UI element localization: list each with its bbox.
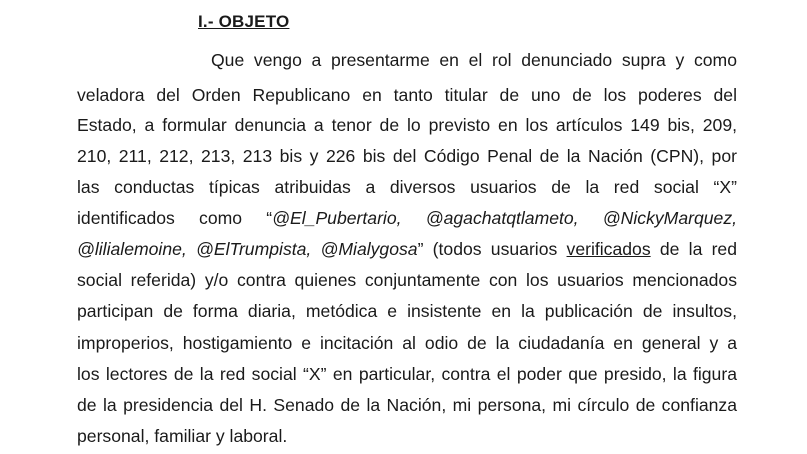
paragraph-line-2: veladora del Orden Republicano en tanto titular de uno de los poderes del xyxy=(77,85,737,105)
paragraph-line-1: Que vengo a presentarme en el rol denunciado supra y como xyxy=(211,50,737,70)
user-mentions-a: @El_Pubertario, @agachatqtlameto, @NickyMarquez, xyxy=(272,208,738,228)
paragraph-line-5: las conductas típicas atribuidas a diversos usuarios de la red social “X” xyxy=(77,177,737,197)
paragraph-line-12: de la presidencia del H. Senado de la Nación, mi persona, mi círculo de confianza xyxy=(77,395,737,415)
paragraph-line-4: 210, 211, 212, 213, 213 bis y 226 bis del Código Penal de la Nación (CPN), por xyxy=(77,146,737,166)
paragraph-line-9: participan de forma diaria, metódica e insistente en la publicación de insultos, xyxy=(77,301,737,321)
paragraph-line-3: Estado, a formular denuncia a tenor de lo previsto en los artículos 149 bis, 209, xyxy=(77,115,737,135)
paragraph-line-13: personal, familiar y laboral. xyxy=(77,426,288,446)
paragraph-line-11: los lectores de la red social “X” en particular, contra el poder que presido, la figura xyxy=(77,364,737,384)
paragraph-line-7 xyxy=(77,239,737,259)
user-mentions-b: @lilialemoine, @ElTrumpista, @Mialygosa xyxy=(77,239,418,259)
paragraph-line-8: social referida) y/o contra quienes conjuntamente con los usuarios mencionados xyxy=(77,270,737,290)
paragraph-line-6 xyxy=(77,208,737,228)
line-7-mid: ” (todos usuarios xyxy=(417,239,567,259)
line-7-suffix: de la red xyxy=(650,239,737,259)
paragraph-line-10: improperios, hostigamiento e incitación al odio de la ciudadanía en general y a xyxy=(77,333,737,353)
verified-word: verificados xyxy=(566,239,651,259)
section-heading: I.- OBJETO xyxy=(198,12,290,31)
line-6-prefix: identificados como “ xyxy=(77,208,273,228)
